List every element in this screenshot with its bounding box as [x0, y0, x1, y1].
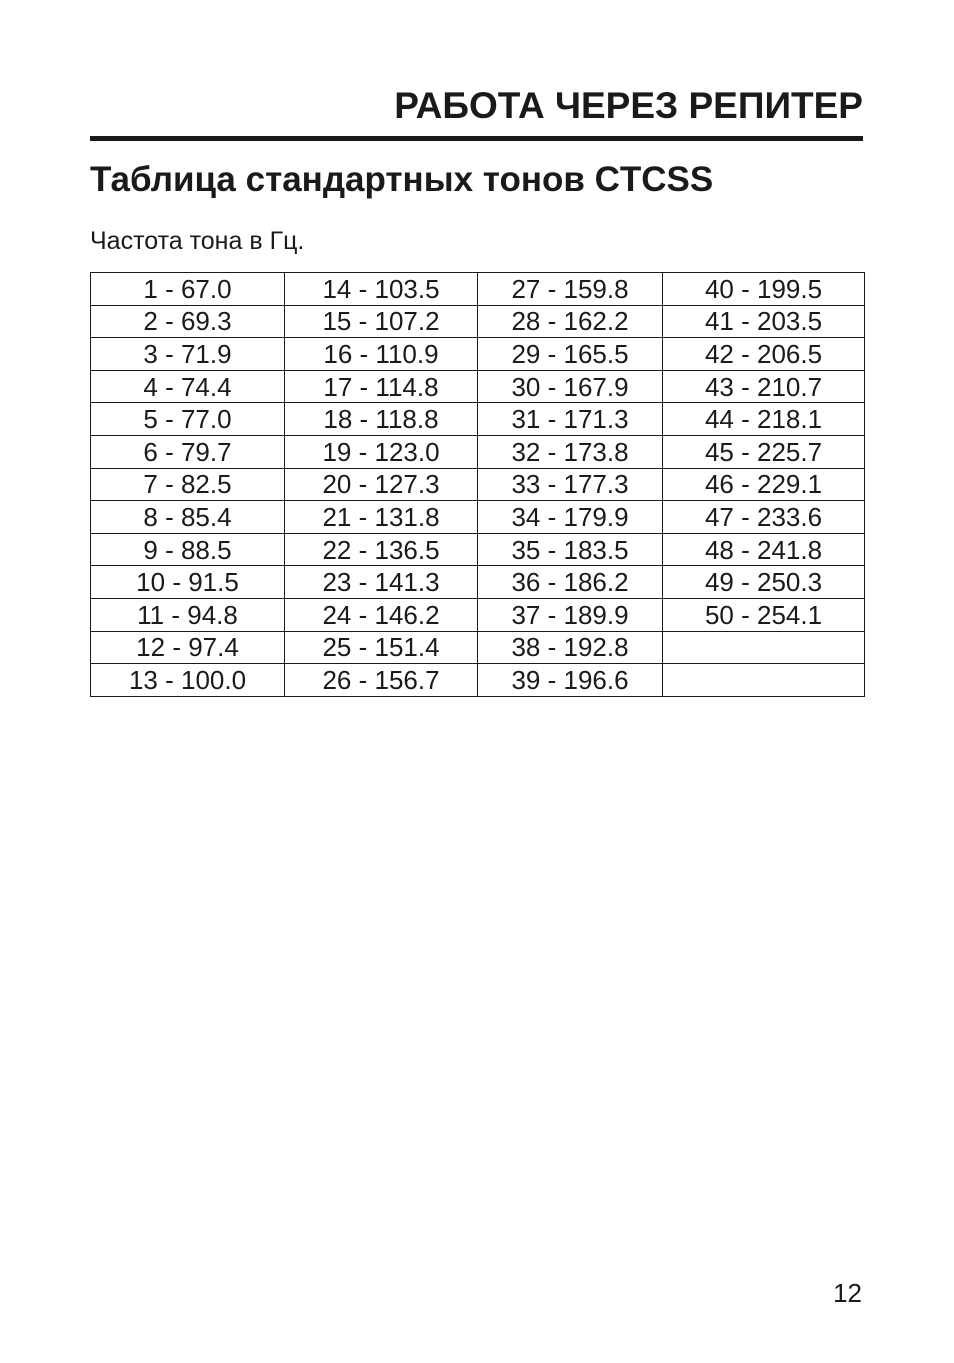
table-cell: 31 - 171.3	[478, 403, 663, 436]
table-cell: 47 - 233.6	[663, 501, 865, 534]
table-cell: 50 - 254.1	[663, 598, 865, 631]
table-cell: 14 - 103.5	[285, 273, 478, 306]
table-row	[91, 435, 865, 468]
table-cell: 37 - 189.9	[478, 598, 663, 631]
table-cell: 42 - 206.5	[663, 338, 865, 371]
table-row	[91, 370, 865, 403]
table-row	[91, 305, 865, 338]
table-cell: 34 - 179.9	[478, 501, 663, 534]
table-cell: 35 - 183.5	[478, 533, 663, 566]
table-cell: 9 - 88.5	[91, 533, 285, 566]
page-title: Таблица стандартных тонов CTCSS	[90, 160, 714, 199]
table-cell: 4 - 74.4	[91, 370, 285, 403]
table-row	[91, 403, 865, 436]
table-cell: 39 - 196.6	[478, 664, 663, 697]
table-cell: 30 - 167.9	[478, 370, 663, 403]
table-cell: 12 - 97.4	[91, 631, 285, 664]
table-row	[91, 338, 865, 371]
table-cell: 22 - 136.5	[285, 533, 478, 566]
table-row	[91, 501, 865, 534]
table-cell: 6 - 79.7	[91, 435, 285, 468]
table-cell: 38 - 192.8	[478, 631, 663, 664]
table-cell: 17 - 114.8	[285, 370, 478, 403]
table-caption: Частота тона в Гц.	[90, 227, 305, 255]
tone-table-body	[91, 273, 865, 697]
section-header: РАБОТА ЧЕРЕЗ РЕПИТЕР	[394, 85, 863, 126]
table-cell: 43 - 210.7	[663, 370, 865, 403]
table-cell: 13 - 100.0	[91, 664, 285, 697]
table-cell	[663, 664, 865, 697]
page-number: 12	[833, 1278, 862, 1308]
table-cell: 2 - 69.3	[91, 305, 285, 338]
table-row	[91, 468, 865, 501]
table-cell: 24 - 146.2	[285, 598, 478, 631]
table-row	[91, 664, 865, 697]
table-cell: 45 - 225.7	[663, 435, 865, 468]
table-cell: 49 - 250.3	[663, 566, 865, 599]
table-cell: 18 - 118.8	[285, 403, 478, 436]
ctcss-tone-table	[90, 272, 865, 697]
table-row	[91, 631, 865, 664]
table-cell: 32 - 173.8	[478, 435, 663, 468]
table-cell: 33 - 177.3	[478, 468, 663, 501]
table-cell: 10 - 91.5	[91, 566, 285, 599]
table-cell: 11 - 94.8	[91, 598, 285, 631]
table-cell: 27 - 159.8	[478, 273, 663, 306]
table-cell: 1 - 67.0	[91, 273, 285, 306]
table-cell: 21 - 131.8	[285, 501, 478, 534]
table-row	[91, 533, 865, 566]
table-cell: 23 - 141.3	[285, 566, 478, 599]
header-divider	[90, 136, 863, 141]
table-cell	[663, 631, 865, 664]
table-row	[91, 598, 865, 631]
table-cell: 19 - 123.0	[285, 435, 478, 468]
table-cell: 28 - 162.2	[478, 305, 663, 338]
table-cell: 46 - 229.1	[663, 468, 865, 501]
table-cell: 20 - 127.3	[285, 468, 478, 501]
table-cell: 41 - 203.5	[663, 305, 865, 338]
table-cell: 29 - 165.5	[478, 338, 663, 371]
table-cell: 15 - 107.2	[285, 305, 478, 338]
table-cell: 26 - 156.7	[285, 664, 478, 697]
table-cell: 3 - 71.9	[91, 338, 285, 371]
table-cell: 48 - 241.8	[663, 533, 865, 566]
table-cell: 44 - 218.1	[663, 403, 865, 436]
table-cell: 25 - 151.4	[285, 631, 478, 664]
table-cell: 7 - 82.5	[91, 468, 285, 501]
table-row	[91, 566, 865, 599]
table-cell: 8 - 85.4	[91, 501, 285, 534]
table-cell: 36 - 186.2	[478, 566, 663, 599]
table-cell: 5 - 77.0	[91, 403, 285, 436]
table-cell: 40 - 199.5	[663, 273, 865, 306]
table-row	[91, 273, 865, 306]
table-cell: 16 - 110.9	[285, 338, 478, 371]
